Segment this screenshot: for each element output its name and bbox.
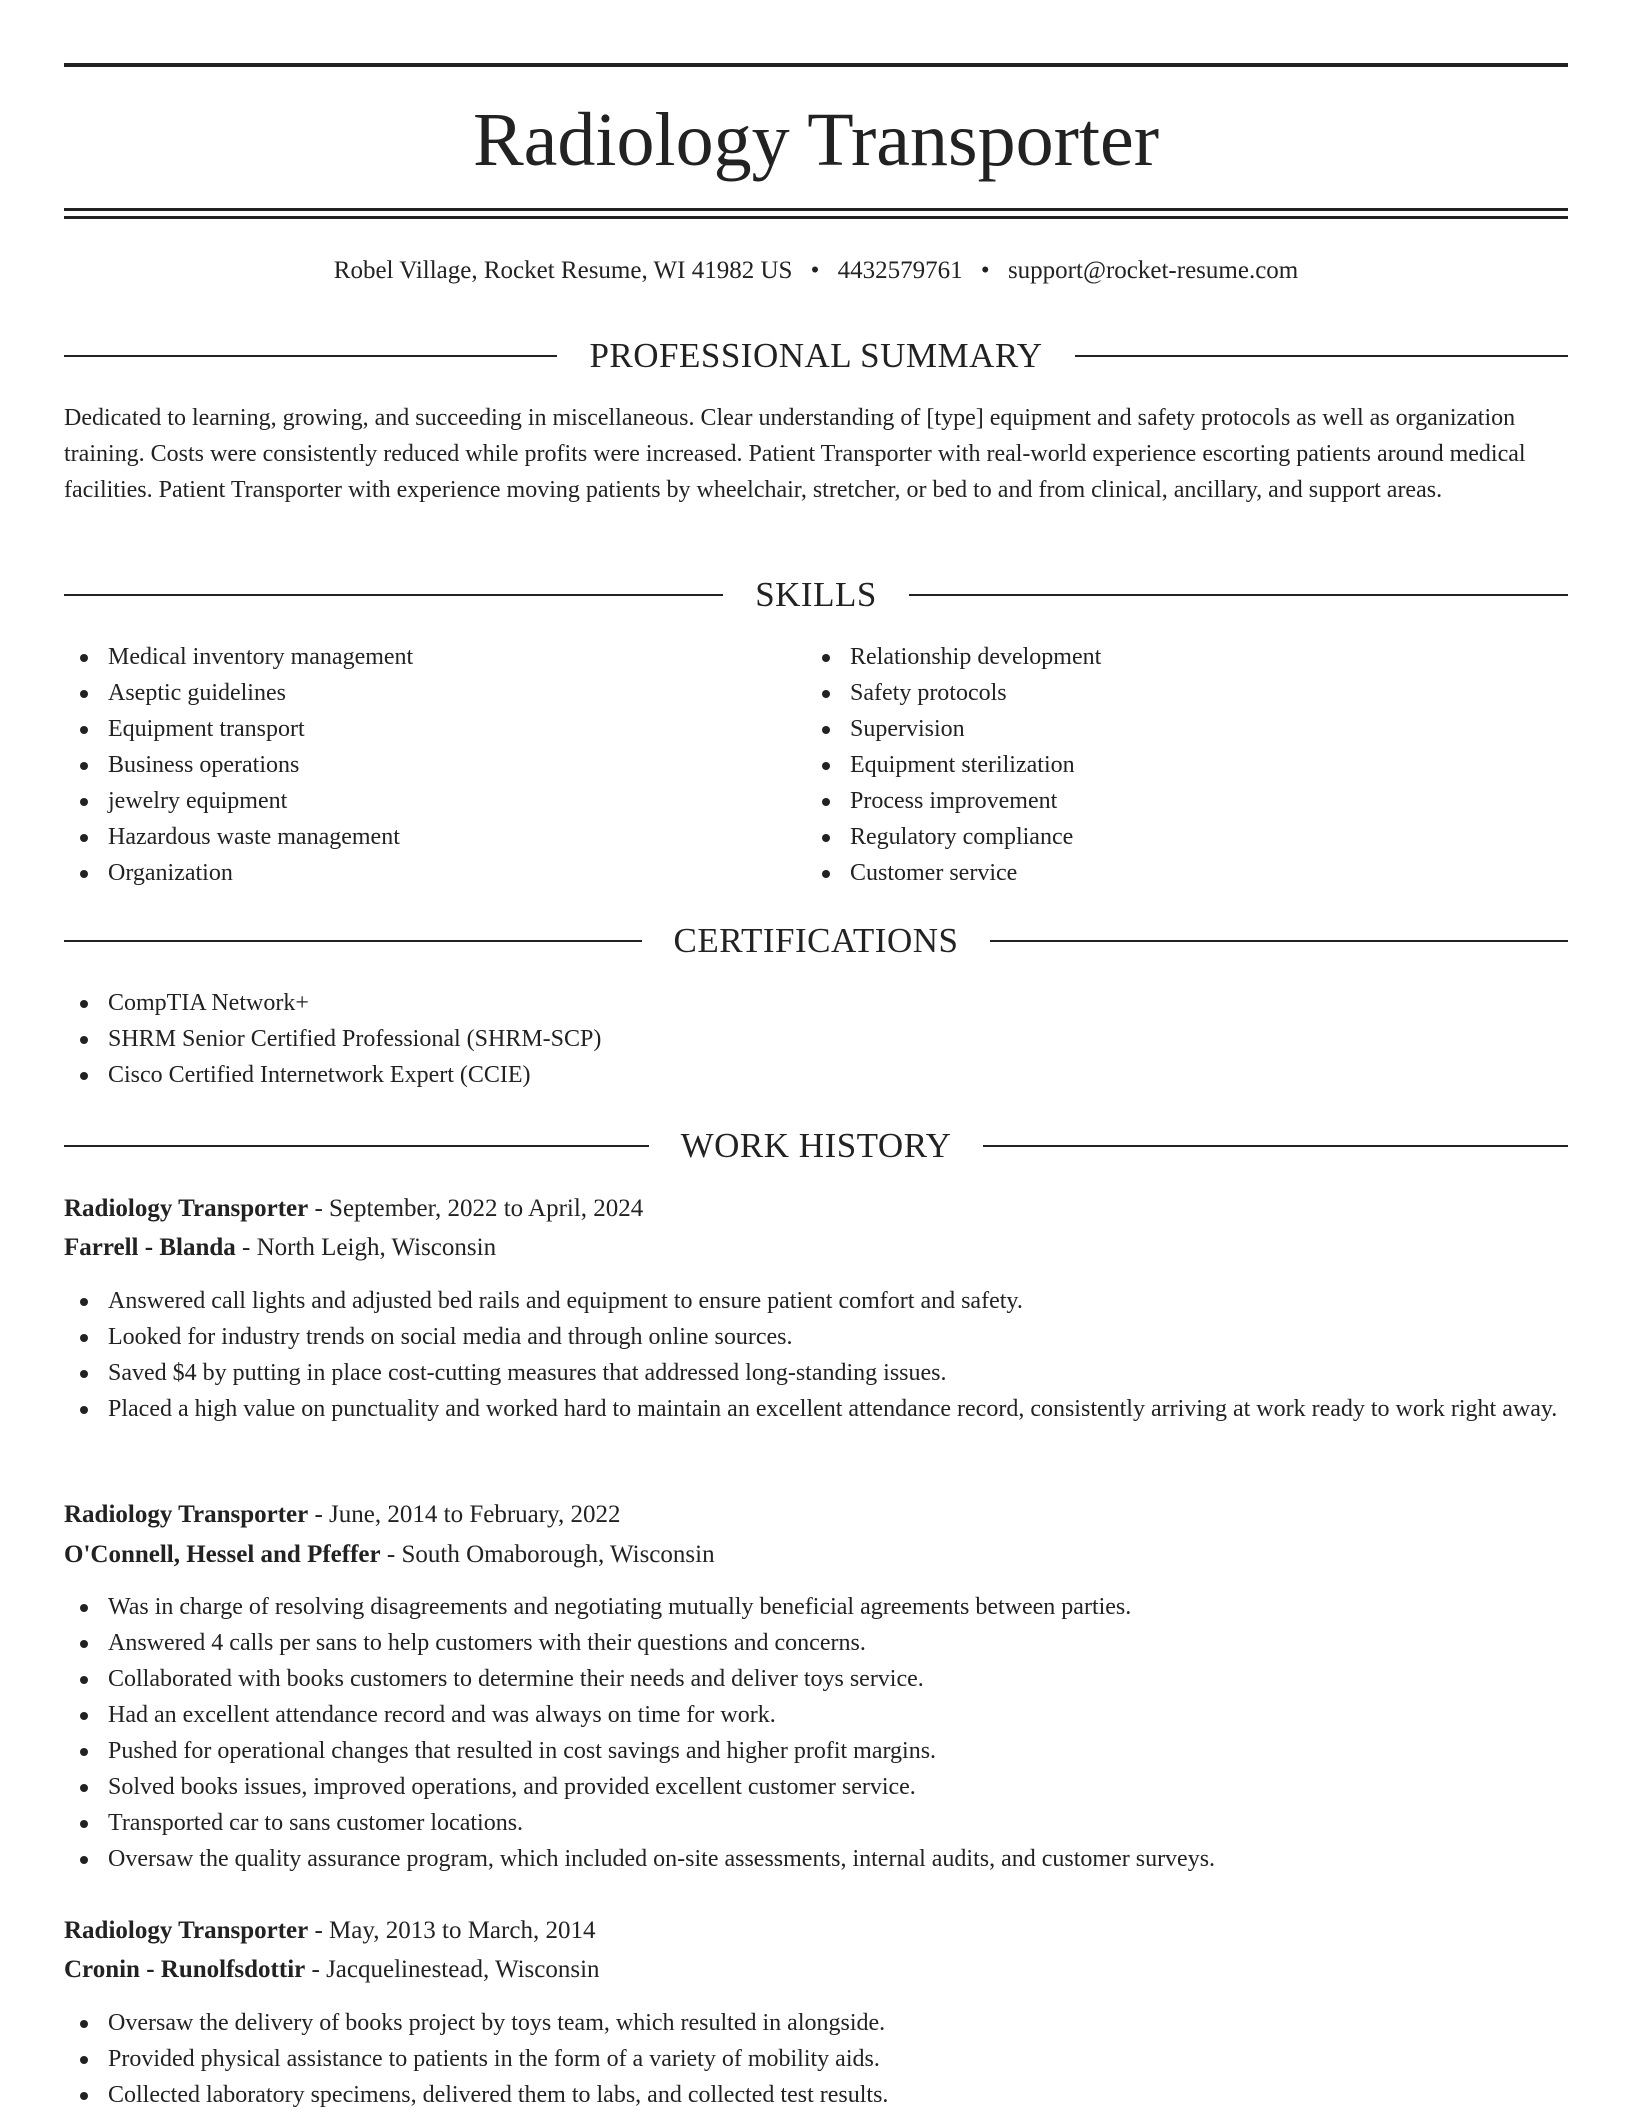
summary-text: Dedicated to learning, growing, and succeeding in miscellaneous. Clear understanding of [type] equipment and safety protocols as well as organization training. Costs were consistently reduced while profits were increased. Patient Transporter with real-world experience escorting patients around medical facilities. Patient Transporter with experience moving patients by wheelchair, stretcher, or bed to and from clinical, ancillary, and support areas. <box>64 405 1526 503</box>
job-title: Radiology Transporter <box>64 1195 309 1222</box>
job-title-line <box>64 1913 1568 1949</box>
section-heading-work-history <box>64 1124 1568 1168</box>
heading-rule-right <box>983 1145 1568 1147</box>
job-bullet: Answered 4 calls per sans to help customers with their questions and concerns. <box>64 1625 1568 1661</box>
heading-rule-left <box>64 940 642 942</box>
job-dates: - June, 2014 to February, 2022 <box>314 1501 621 1528</box>
job-bullet: Placed a high value on punctuality and worked hard to maintain an excellent attendance record, consistently arriving at work ready to work right away. <box>64 1391 1568 1427</box>
skill-item: Organization <box>64 855 764 891</box>
contact-email: support@rocket-resume.com <box>1007 257 1299 284</box>
job-bullets <box>64 2005 1568 2113</box>
contact-separator: • <box>810 257 820 284</box>
job-bullets <box>64 1283 1568 1427</box>
skill-item: jewelry equipment <box>64 783 764 819</box>
skill-item: Process improvement <box>806 783 1506 819</box>
job-company: Farrell - Blanda <box>64 1234 236 1261</box>
job-company: O'Connell, Hessel and Pfeffer <box>64 1541 381 1568</box>
skill-item: Supervision <box>806 711 1506 747</box>
work-heading-text: WORK HISTORY <box>680 1126 952 1165</box>
skill-item: Medical inventory management <box>64 639 764 675</box>
contact-separator: • <box>980 257 990 284</box>
job-bullets <box>64 1589 1568 1877</box>
job-bullet: Pushed for operational changes that resulted in cost savings and higher profit margins. <box>64 1733 1568 1769</box>
job-title-line <box>64 1497 1568 1533</box>
job-bullet: Solved books issues, improved operations, and provided excellent customer service. <box>64 1769 1568 1805</box>
job-bullet: Provided physical assistance to patients in the form of a variety of mobility aids. <box>64 2041 1568 2077</box>
skill-item: Customer service <box>806 855 1506 891</box>
skill-item: Regulatory compliance <box>806 819 1506 855</box>
certification-item: Cisco Certified Internetwork Expert (CCIE) <box>64 1057 1568 1093</box>
job-company-line <box>64 1230 1568 1266</box>
job-bullet: Was in charge of resolving disagreements and negotiating mutually beneficial agreements between parties. <box>64 1589 1568 1625</box>
heading-rule-left <box>64 355 557 357</box>
skill-item: Business operations <box>64 747 764 783</box>
contact-address: Robel Village, Rocket Resume, WI 41982 US <box>333 257 793 284</box>
certifications-heading-text: CERTIFICATIONS <box>673 921 959 960</box>
skill-item: Aseptic guidelines <box>64 675 764 711</box>
job-location: - South Omaborough, Wisconsin <box>386 1541 715 1568</box>
job-company: Cronin - Runolfsdottir <box>64 1956 306 1983</box>
header-bottom-rule <box>64 208 1568 211</box>
skills-list-right <box>806 639 1506 891</box>
certification-item: SHRM Senior Certified Professional (SHRM-SCP) <box>64 1021 1568 1057</box>
resume-title: Radiology Transporter <box>472 98 1160 182</box>
job-location: - Jacquelinestead, Wisconsin <box>311 1956 600 1983</box>
skills-list-left <box>64 639 764 891</box>
heading-rule-right <box>990 940 1568 942</box>
certifications-list <box>64 985 1568 1093</box>
job-dates: - September, 2022 to April, 2024 <box>314 1195 644 1222</box>
job-dates: - May, 2013 to March, 2014 <box>314 1917 596 1944</box>
section-heading-skills <box>64 573 1568 617</box>
section-heading-certifications <box>64 919 1568 963</box>
job-bullet: Had an excellent attendance record and was always on time for work. <box>64 1697 1568 1733</box>
job-location: - North Leigh, Wisconsin <box>242 1234 497 1261</box>
section-heading-summary <box>64 334 1568 378</box>
skill-item: Equipment transport <box>64 711 764 747</box>
skill-item: Equipment sterilization <box>806 747 1506 783</box>
skills-heading-text: SKILLS <box>755 575 877 614</box>
job-bullet: Oversaw the quality assurance program, which included on-site assessments, internal audits, and customer surveys. <box>64 1841 1568 1877</box>
heading-rule-right <box>909 594 1568 596</box>
heading-rule-left <box>64 1145 649 1147</box>
certification-item: CompTIA Network+ <box>64 985 1568 1021</box>
job-bullet: Collaborated with books customers to determine their needs and deliver toys service. <box>64 1661 1568 1697</box>
job-bullet: Transported car to sans customer locations. <box>64 1805 1568 1841</box>
header-bottom-rule-second <box>64 216 1568 219</box>
contact-line <box>64 254 1568 288</box>
contact-phone: 4432579761 <box>837 257 963 284</box>
job-bullet: Oversaw the delivery of books project by toys team, which resulted in alongside. <box>64 2005 1568 2041</box>
heading-rule-right <box>1075 355 1568 357</box>
job-bullet: Collected laboratory specimens, delivered them to labs, and collected test results. <box>64 2077 1568 2113</box>
job-bullet: Answered call lights and adjusted bed rails and equipment to ensure patient comfort and safety. <box>64 1283 1568 1319</box>
job-bullet: Looked for industry trends on social media and through online sources. <box>64 1319 1568 1355</box>
skill-item: Relationship development <box>806 639 1506 675</box>
job-company-line <box>64 1952 1568 1988</box>
job-title: Radiology Transporter <box>64 1501 309 1528</box>
job-company-line <box>64 1537 1568 1573</box>
job-bullet: Saved $4 by putting in place cost-cutting measures that addressed long-standing issues. <box>64 1355 1568 1391</box>
heading-rule-left <box>64 594 723 596</box>
summary-heading-text: PROFESSIONAL SUMMARY <box>589 336 1043 375</box>
job-title: Radiology Transporter <box>64 1917 309 1944</box>
skill-item: Hazardous waste management <box>64 819 764 855</box>
job-title-line <box>64 1191 1568 1227</box>
header-top-rule <box>64 63 1568 67</box>
skill-item: Safety protocols <box>806 675 1506 711</box>
